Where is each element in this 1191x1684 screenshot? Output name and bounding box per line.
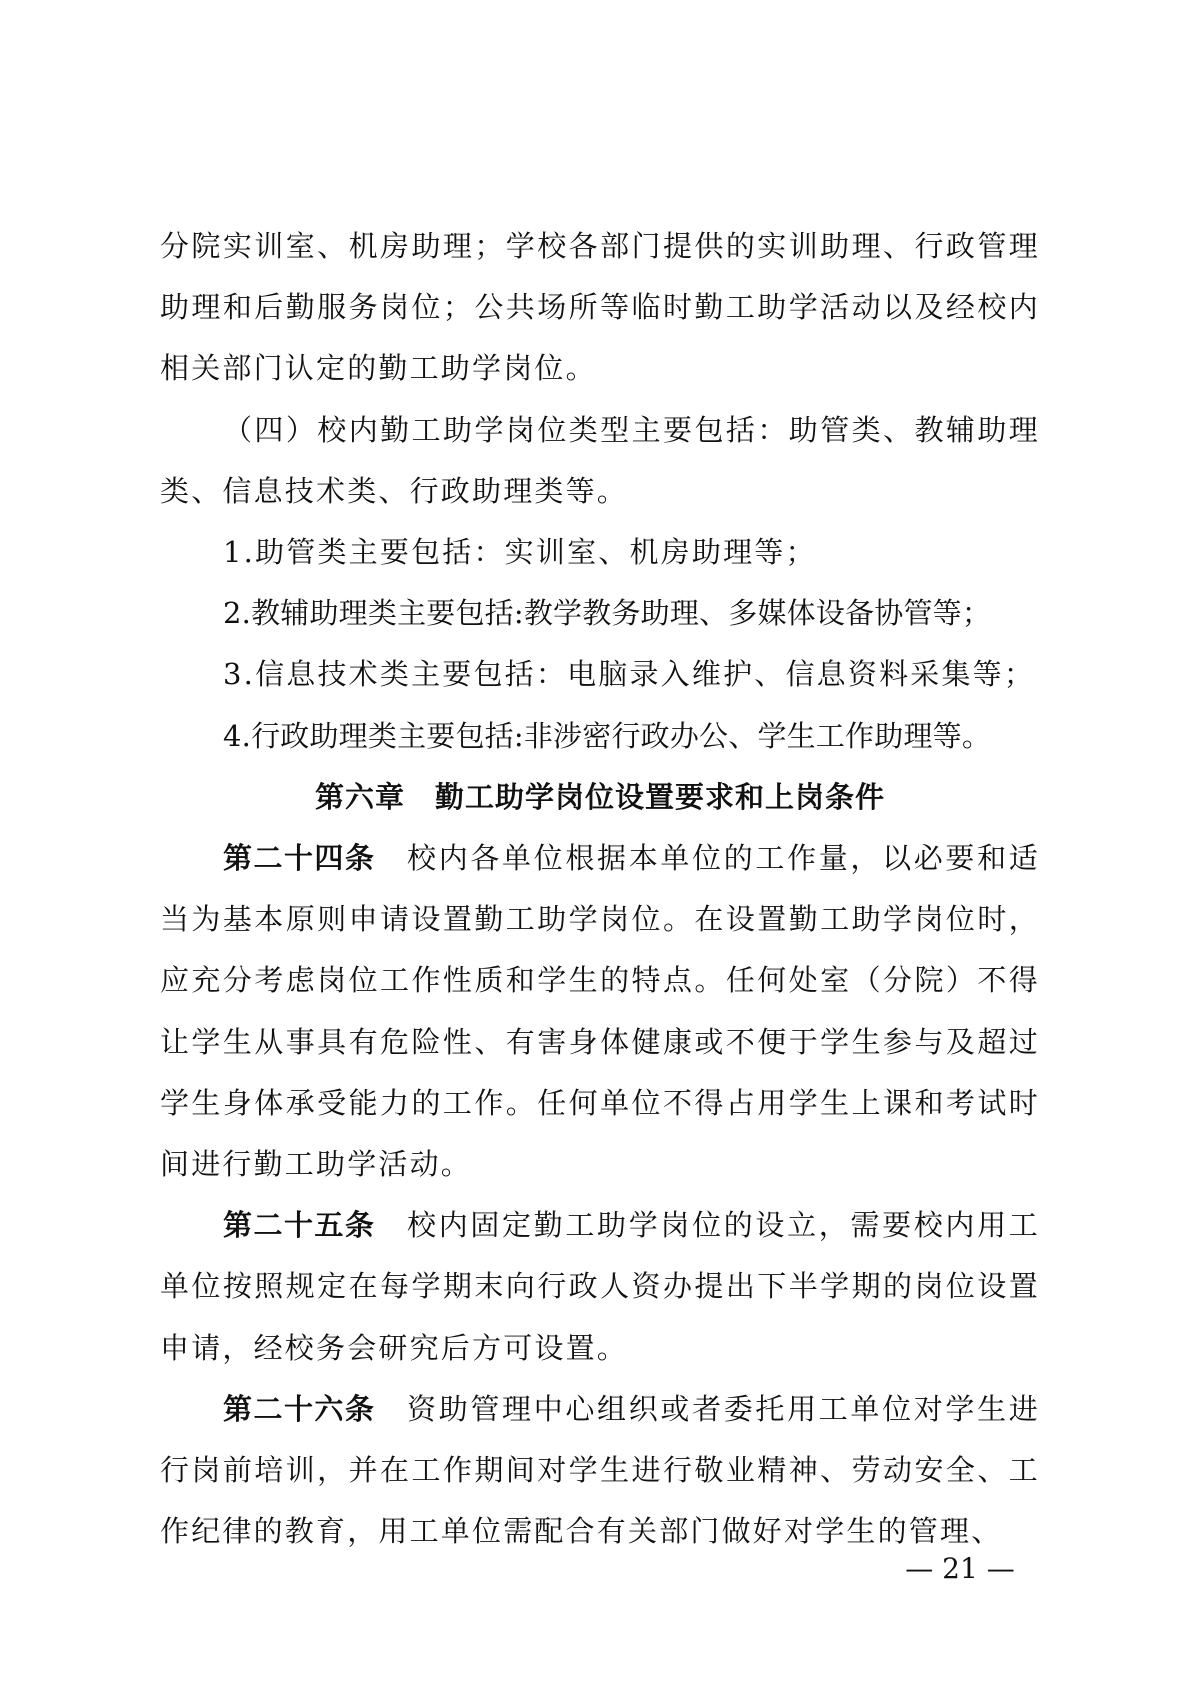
paragraph-post-types: （四）校内勤工助学岗位类型主要包括：助管类、教辅助理类、信息技术类、行政助理类等。 [160, 412, 1040, 508]
article-number: 第二十五条 [223, 1208, 376, 1243]
article-text: 校内固定勤工助学岗位的设立，需要校内用工单位按照规定在每学期末向行政人资办提出下半学期的岗位设置申请，经校务会研究后方可设置。 [160, 1208, 1040, 1365]
list-item: 4.行政助理类主要包括:非涉密行政办公、学生工作助理等。 [223, 718, 992, 753]
article [160, 1379, 1040, 1563]
list-item: 3.信息技术类主要包括：电脑录入维护、信息资料采集等； [223, 657, 1036, 692]
list-item: 2.教辅助理类主要包括:教学教务助理、多媒体设备协管等； [223, 596, 992, 631]
chapter-heading: 第六章 勤工助学岗位设置要求和上岗条件 [314, 779, 885, 814]
page-number: — 21 — [905, 1552, 1015, 1585]
article [160, 1195, 1040, 1379]
article-text: 资助管理中心组织或者委托用工单位对学生进行岗前培训，并在工作期间对学生进行敬业精神、劳动安全、工作纪律的教育，用工单位需配合有关部门做好对学生的管理、 [160, 1391, 1040, 1549]
article [160, 828, 1040, 1195]
article-text: 校内各单位根据本单位的工作量，以必要和适当为基本原则申请设置勤工助学岗位。在设置勤工助学岗位时，应充分考虑岗位工作性质和学生的特点。任何处室（分院）不得让学生从事具有危险性、有害身体健康或不便于学生参与及超过学生身体承受能力的工作。任何单位不得占用学生上课和考试时间进行勤工助学活动。 [160, 841, 1040, 1182]
article-number: 第二十四条 [223, 841, 376, 876]
document-body [160, 216, 1040, 1562]
paragraph-continuation: 分院实训室、机房助理；学校各部门提供的实训助理、行政管理助理和后勤服务岗位；公共场所等临时勤工助学活动以及经校内相关部门认定的勤工助学岗位。 [160, 229, 1040, 386]
article-number: 第二十六条 [223, 1391, 376, 1426]
list-item: 1.助管类主要包括：实训室、机房助理等； [223, 535, 817, 570]
